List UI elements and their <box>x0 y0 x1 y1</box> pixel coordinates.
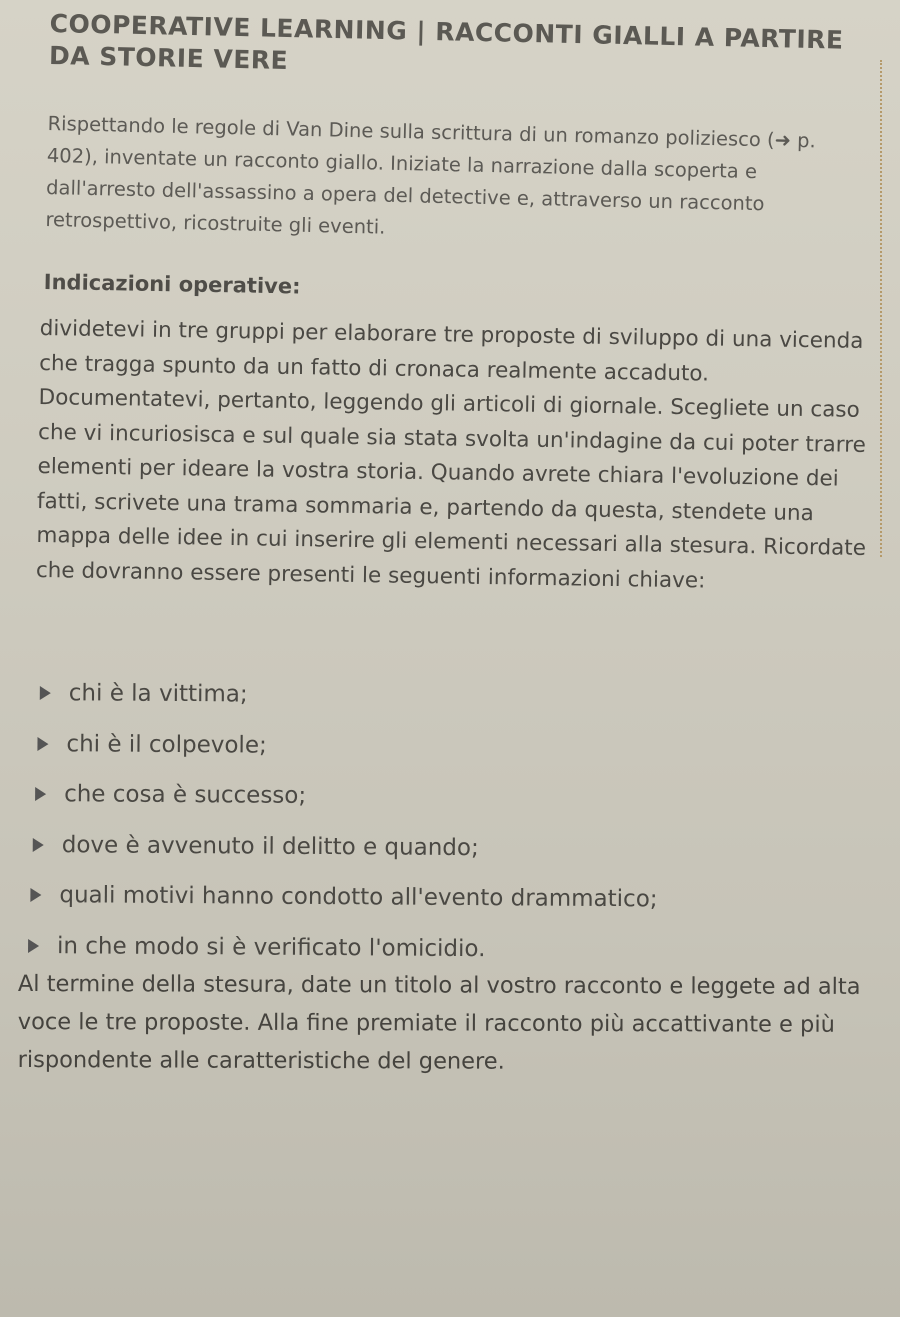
list-item-text: quali motivi hanno condotto all'evento drammatico; <box>59 882 658 913</box>
instructions-heading: Indicazioni operative: <box>43 270 301 299</box>
list-item <box>37 719 659 774</box>
list-item <box>30 870 658 925</box>
list-item-text: chi è il colpevole; <box>66 730 267 759</box>
triangle-bullet-icon <box>35 787 46 801</box>
triangle-bullet-icon <box>30 888 41 902</box>
page-margin-rule <box>880 60 882 557</box>
list-item <box>40 668 660 723</box>
list-item <box>35 769 659 824</box>
instructions-paragraph: dividetevi in tre gruppi per elaborare tre proposte di sviluppo di una vicenda che tragga spunto da un fatto di cronaca realmente accaduto. Documentatevi, pertanto, leggendo gli articoli di giornale. Scegliete un caso che vi incuriosisca e sul quale sia stata svolta un'indagine da cui poter trarre elementi per ideare la vostra storia. Quando avrete chiara l'evoluzione dei fatti, scrivete una trama sommaria e, partendo da questa, stendete una mappa delle idee in cui inserire gli elementi necessari alla stesura. Ricordate che dovranno essere presenti le seguenti informazioni chiave: <box>35 315 867 593</box>
triangle-bullet-icon <box>37 737 48 751</box>
list-item-text: chi è la vittima; <box>68 680 248 708</box>
list-item-text: dove è avvenuto il delitto e quando; <box>61 831 479 861</box>
triangle-bullet-icon <box>28 939 39 953</box>
intro-paragraph: Rispettando le regole di Van Dine sulla scrittura di un romanzo poliziesco (➜ p. 402), inventate un racconto giallo. Iniziate la narrazione dalla scoperta e dall'arresto dell'assassino a opera del detective e, attraverso un racconto retrospettivo, ricostruite gli eventi. <box>45 111 817 239</box>
closing-paragraph: Al termine della stesura, date un titolo al vostro racconto e leggete ad alta voce le tre proposte. Alla fine premiate il racconto più accattivante e più rispondente alle caratteristiche del genere. <box>17 970 861 1075</box>
key-info-list <box>34 668 659 975</box>
triangle-bullet-icon <box>33 838 44 852</box>
triangle-bullet-icon <box>40 686 51 700</box>
list-item-text: in che modo si è verificato l'omicidio. <box>56 932 486 962</box>
list-item <box>33 819 659 874</box>
section-title: COOPERATIVE LEARNING | RACCONTI GIALLI A PARTIRE DA STORIE VERE <box>48 8 844 75</box>
list-item-text: che cosa è successo; <box>64 781 307 810</box>
